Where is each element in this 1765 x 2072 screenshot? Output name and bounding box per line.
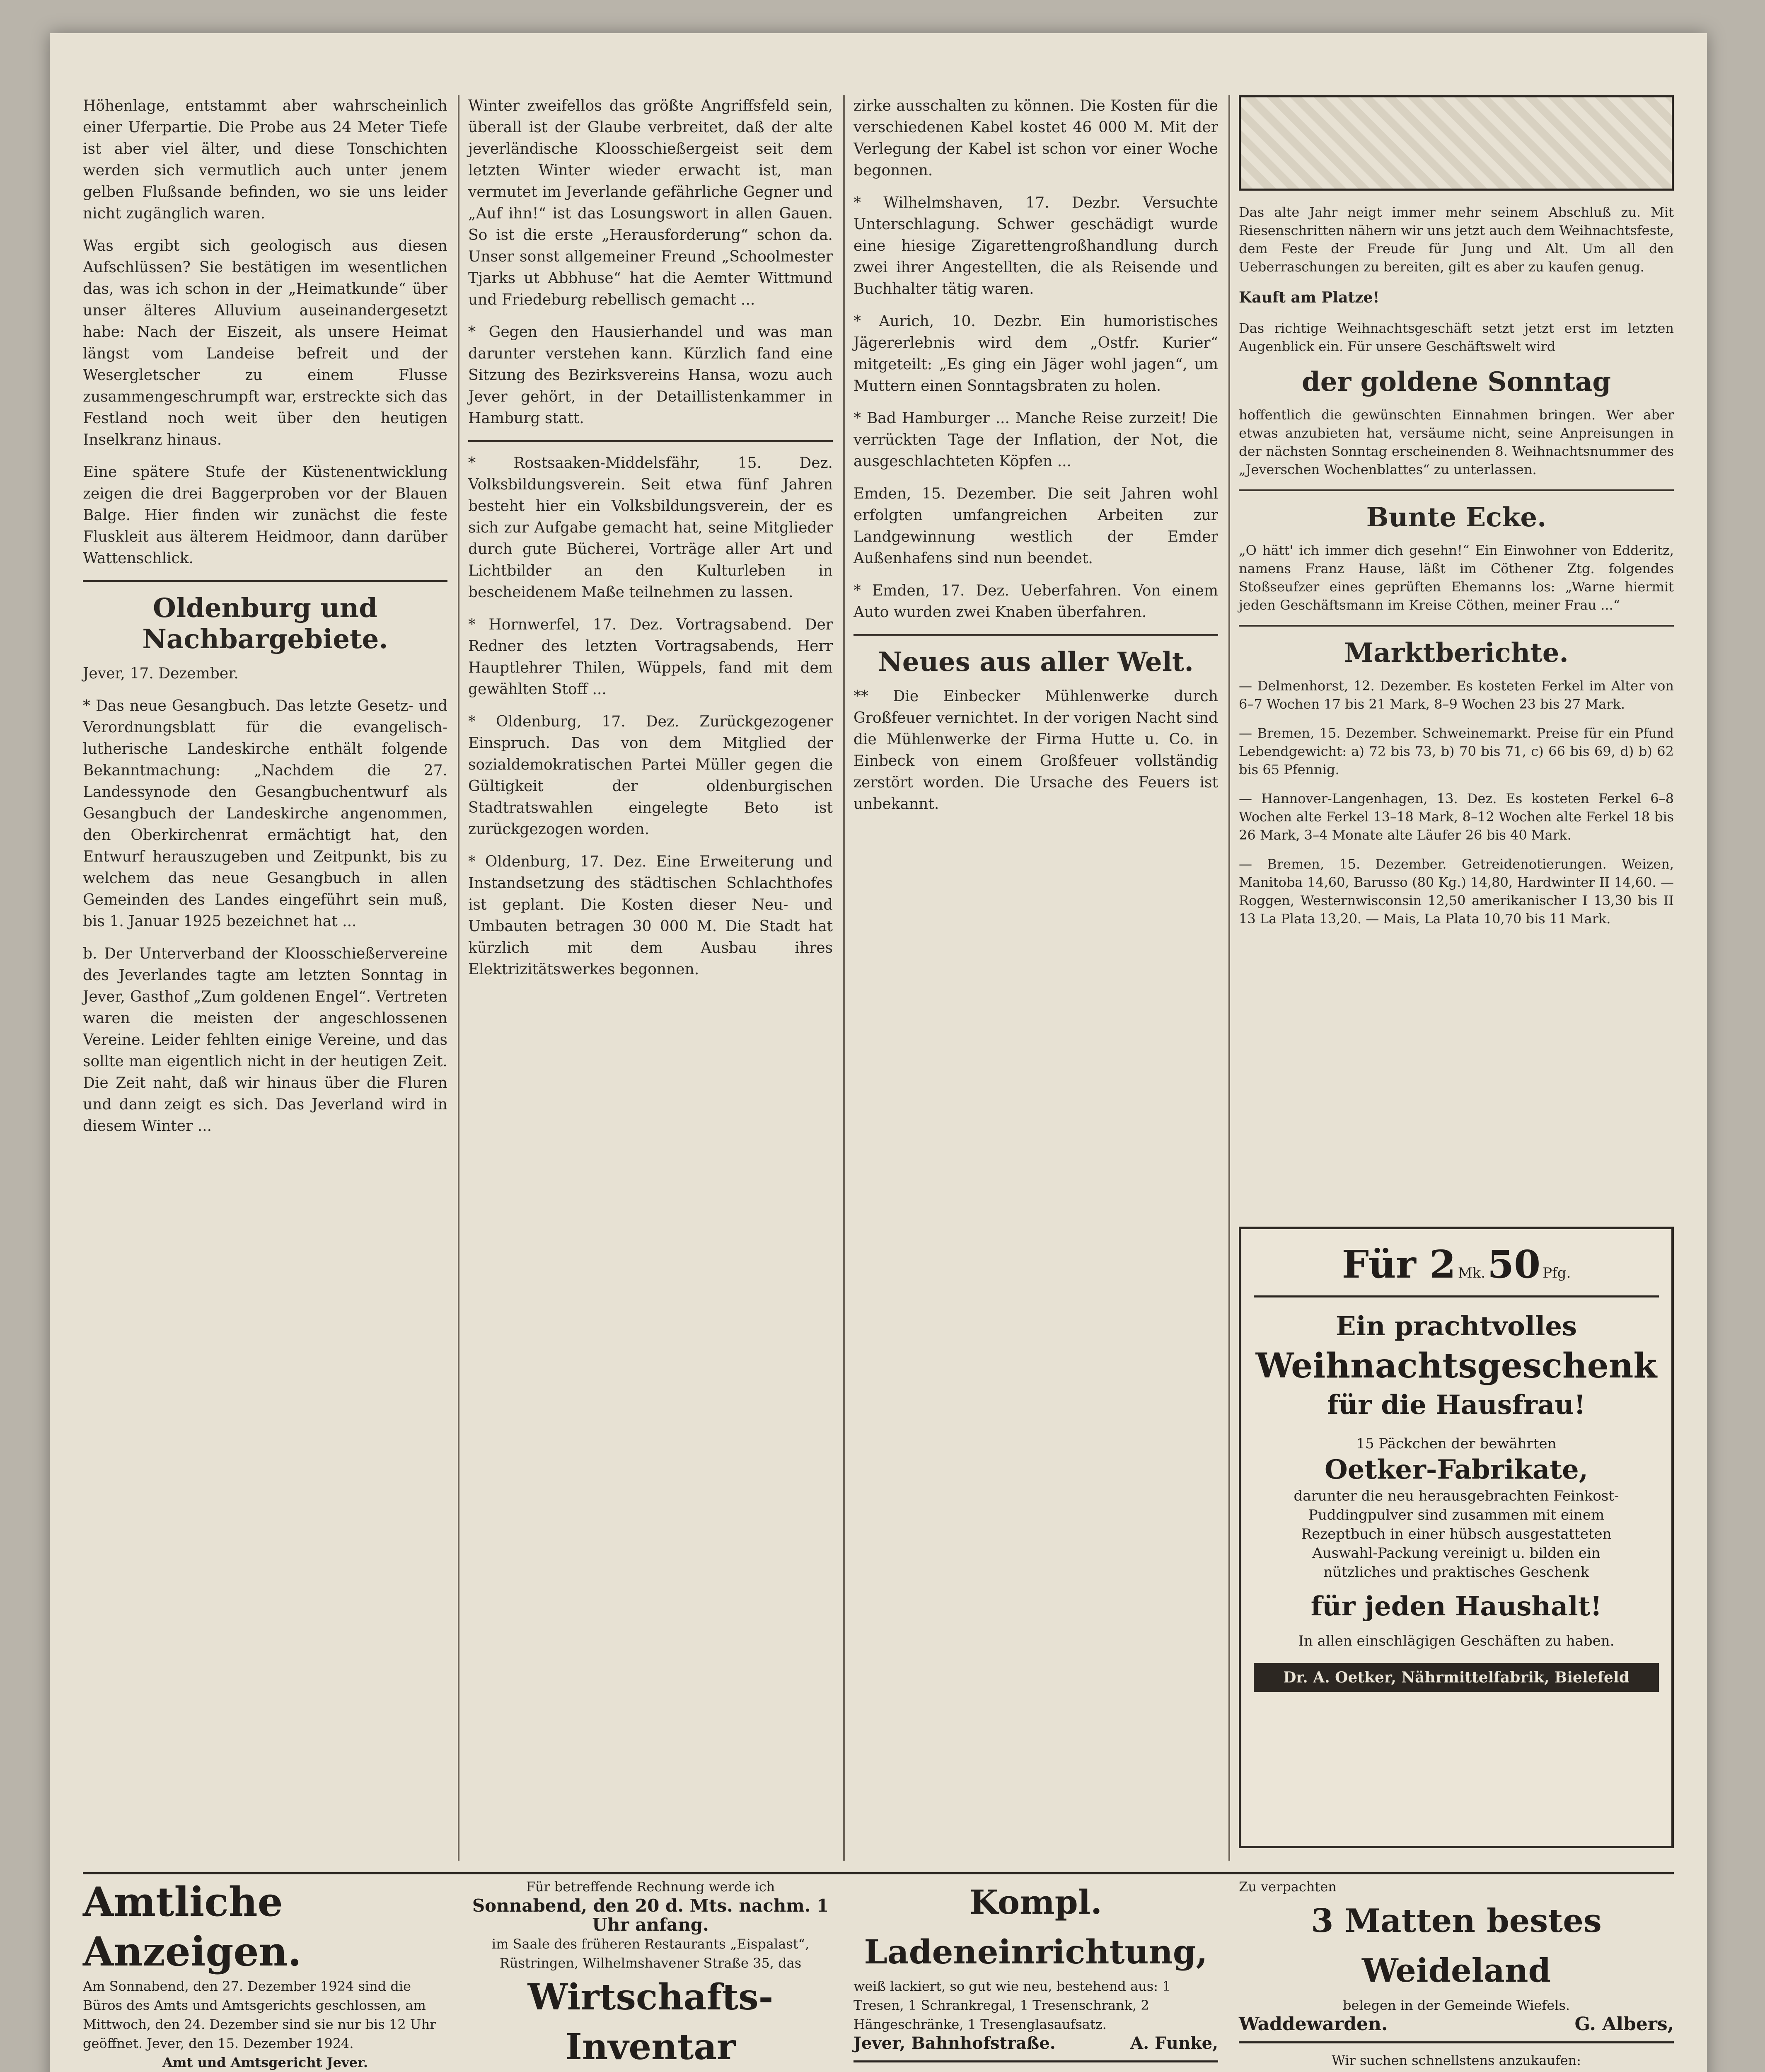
divider — [1239, 2041, 1674, 2043]
ad-line: In allen einschlägigen Geschäften zu haben. — [1298, 1633, 1615, 1649]
ad-text: im Saale des früheren Restaurants „Eispalast“, Rüstringen, Wilhelmshavener Straße 35, das — [491, 1936, 810, 1971]
divider — [853, 2060, 1218, 2062]
ad-text: Am Sonnabend, den 27. Dezember 1924 sind die Büros des Amts und Amtsgerichts geschlossen, am Mittwoch, den 24. Dezember sind sie nur bis 12 Uhr geöffnet. Jever, den 15. Dezember 1924. — [83, 1978, 436, 2051]
ad-title: Wirtschafts-Inventar — [527, 1976, 774, 2068]
price-unit: Mk. — [1458, 1265, 1486, 1281]
ad-sign: Jever, Bahnhofstraße. — [853, 2033, 1056, 2053]
column-rule — [458, 95, 459, 1861]
article-paragraph: „O hätt' ich immer dich gesehn!“ Ein Einwohner von Edderitz, namens Franz Hause, läßt im Cöthener Ztg. folgendes Stoßseufzer eines geprüften Ehemanns los: „Warne hiermit jeden Geschäftsmann im Kreise Cöthen, meiner Frau ...“ — [1239, 542, 1674, 613]
price-line — [1254, 1242, 1659, 1297]
ad-title: Kompl. Ladeneinrichtung, — [864, 1883, 1208, 1971]
divider — [1239, 489, 1674, 491]
ad-text: Für betreffende Rechnung werde ich — [526, 1879, 775, 1895]
market-report: — Bremen, 15. Dezember. Getreidenotierungen. Weizen, Manitoba 14,60, Barusso (80 Kg.) 14,80, Hardwinter II 14,60. — Roggen, Westernwisconsin 12,50 amerikanischer I 13,30 bis II 13 La Plata 13,20. — Mais, La Plata 10,70 bis 11 Mark. — [1239, 856, 1674, 927]
divider — [853, 634, 1218, 636]
article-paragraph: * Oldenburg, 17. Dez. Eine Erweiterung und Instandsetzung des städtischen Schlachthofes ist geplant. Die Kosten dieser Neu- und Umbauten betragen 30 000 M. Die Stadt hat kürzlich mit dem Ausbau ihres Elektrizitätswerkes begonnen. — [468, 853, 833, 978]
article-paragraph: Das richtige Weihnachtsgeschäft setzt jetzt erst im letzten Augenblick ein. Für unsere Geschäftswelt wird — [1239, 320, 1674, 354]
article-paragraph: Höhenlage, entstammt aber wahrscheinlich einer Uferpartie. Die Probe aus 24 Meter Tiefe ist aber viel älter, und diese Tonschichten werden sich vermutlich auch unter jenem gelben Flußsande befinden, wo sie uns leider nicht zugänglich waren. — [83, 97, 447, 222]
divider — [83, 580, 447, 582]
column-3 — [853, 95, 1218, 826]
section-heading: Oldenburg und Nachbargebiete. — [142, 593, 388, 655]
article-paragraph: * Das neue Gesangbuch. Das letzte Gesetz- und Verordnungsblatt für die evangelisch-lutherische Landeskirche enthält folgende Bekanntmachung: „Nachdem die 27. Landessynode den Gesangbuchentwurf als Gesangbuch der Landeskirche angenommen, den Oberkirchenrat ermächtigt hat, den Entwurf herauszugeben und Zeitpunkt, bis zu welchem das neue Gesangbuch in allen Gemeinden des Landes eingeführt sein muß, bis 1. Januar 1925 bezeichnet hat ... — [83, 697, 447, 930]
ad-title: 3 Matten bestes Weideland — [1311, 1902, 1602, 1990]
section-separator — [83, 1872, 1674, 1874]
ads-column-3 — [853, 1877, 1218, 2072]
ad-text: Zu verpachten — [1239, 1879, 1337, 1895]
ad-slogan: für jeden Haushalt! — [1310, 1591, 1602, 1622]
ad-title — [1239, 2070, 1674, 2072]
ad-text: belegen in der Gemeinde Wiefels. — [1342, 1997, 1570, 2013]
article-paragraph: Emden, 15. Dezember. Die seit Jahren wohl erfolgten umfangreichen Arbeiten zur Landgewinnung westlich der Emder Außenhafens sind nun beendet. — [853, 485, 1218, 567]
price-prefix: Für 2 — [1342, 1242, 1456, 1287]
price-suffix: Pfg. — [1543, 1265, 1571, 1281]
column-4 — [1239, 95, 1674, 939]
column-2 — [468, 95, 833, 991]
ads-column-2 — [468, 1877, 833, 2072]
column-rule — [843, 95, 845, 1861]
ad-sign-row — [853, 2034, 1218, 2053]
article-paragraph: * Bad Hamburger ... Manche Reise zurzeit! Die verrückten Tage der Inflation, der Not, die ausgeschlachteten Köpfen ... — [853, 410, 1218, 470]
market-report: — Delmenhorst, 12. Dezember. Es kosteten Ferkel im Alter von 6–7 Wochen 17 bis 21 Mark, 8–9 Wochen 23 bis 27 Mark. — [1239, 678, 1674, 712]
article-paragraph: hoffentlich die gewünschten Einnahmen bringen. Wer aber etwas anzubieten hat, versäume nicht, seine Anpreisungen in der nächsten Sonntag erscheinenden 8. Weihnachtsnummer des „Jeverschen Wochenblattes“ zu unterlassen. — [1239, 407, 1674, 477]
article-paragraph: Eine spätere Stufe der Küstenentwicklung zeigen die drei Baggerproben vor der Blauen Balge. Hier finden wir zunächst die feste Fluskleit aus älterem Heidmoor, dann darüber Wattenschlick. — [83, 464, 447, 567]
article-paragraph: * Wilhelmshaven, 17. Dezbr. Versuchte Unterschlagung. Schwer geschädigt wurde eine hiesige Zigarettengroßhandlung durch zwei ihrer Angestellten, die als Reisende und Buchhalter tätig waren. — [853, 194, 1218, 298]
section-heading: Marktberichte. — [1344, 637, 1569, 668]
section-heading: Bunte Ecke. — [1366, 502, 1547, 533]
article-paragraph: * Rostsaaken-Middelsfähr, 15. Dez. Volksbildungsverein. Seit etwa fünf Jahren besteht hier ein Volksbildungsverein, der es sich zur Aufgabe gemacht hat, seine Mitglieder durch gute Bücherei, Vorträge aller Art und Lichtbilder an den Kulturleben in bescheidenem Maße teilnehmen zu lassen. — [468, 455, 833, 601]
article-paragraph: * Oldenburg, 17. Dez. Zurückgezogener Einspruch. Das von dem Mitglied der sozialdemokratischen Partei Müller gegen die Gültigkeit der oldenburgischen Stadtratswahlen eingelegte Beto ist zurückgezogen worden. — [468, 713, 833, 838]
article-paragraph: * Hornwerfel, 17. Dez. Vortragsabend. Der Redner des letzten Vortragsabends, Herr Hauptlehrer Thilen, Wüppels, fand mit dem gewählten Stoff ... — [468, 616, 833, 698]
column-rule — [1228, 95, 1230, 1861]
divider — [468, 440, 833, 442]
ad-sign-row — [1239, 2015, 1674, 2034]
ad-line: für die Hausfrau! — [1327, 1389, 1586, 1421]
oetker-advertisement — [1239, 1227, 1674, 1848]
divider — [1239, 625, 1674, 627]
ad-line: Ein prachtvolles — [1335, 1311, 1577, 1342]
ad-brand: Oetker-Fabrikate, — [1325, 1454, 1588, 1485]
feature-heading: der goldene Sonntag — [1302, 366, 1611, 397]
column-1 — [83, 95, 447, 1148]
ad-title: Amtliche Anzeigen. — [83, 1878, 302, 1975]
ad-date: Sonnabend, den 20 d. Mts. nachm. 1 Uhr anfang. — [472, 1895, 829, 1935]
article-paragraph: zirke ausschalten zu können. Die Kosten für die verschiedenen Kabel kostet 46 000 M. Mit der Verlegung der Kabel ist schon vor einer Woche begonnen. — [853, 97, 1218, 179]
article-paragraph: * Emden, 17. Dez. Ueberfahren. Von einem Auto wurden zwei Knaben überfahren. — [853, 582, 1218, 621]
article-paragraph: ** Die Einbecker Mühlenwerke durch Großfeuer vernichtet. In der vorigen Nacht sind die Mühlenwerke der Firma Hutte u. Co. in Einbeck von einem Großfeuer vollständig zerstört worden. Die Ursache des Feuers ist unbekannt. — [853, 688, 1218, 813]
dateline: Jever, 17. Dezember. — [83, 665, 239, 682]
market-report: — Bremen, 15. Dezember. Schweinemarkt. Preise für ein Pfund Lebendgewicht: a) 72 bis 73, b) 70 bis 71, c) 66 bis 69, d) b) 62 bis 65 Pfennig. — [1239, 725, 1674, 777]
article-paragraph: * Aurich, 10. Dezbr. Ein humoristisches Jägererlebnis wird dem „Ostfr. Kurier“ mitgeteilt: „Es ging ein Jäger wohl jagen“, um Muttern einen Sonntagsbraten zu holen. — [853, 313, 1218, 395]
article-paragraph: Das alte Jahr neigt immer mehr seinem Abschluß zu. Mit Riesenschritten nähern wir uns jetzt auch dem Weihnachtsfeste, dem Feste der Freude für Jung und Alt. Um all den Ueberraschungen zu bereiten, gilt es aber zu kaufen genug. — [1239, 204, 1674, 275]
ad-line: 15 Päckchen der bewährten — [1356, 1435, 1557, 1452]
ad-sign: A. Funke, — [1130, 2033, 1218, 2053]
ad-body: darunter die neu herausgebrachten Feinkost-Puddingpulver sind zusammen mit einem Rezeptbuch in einer hübsch ausgestatteten Auswahl-Packung vereinigt u. bilden ein nützliches und praktisches Geschenk — [1294, 1488, 1619, 1581]
ad-maker-bar: Dr. A. Oetker, Nährmittelfabrik, Bielefeld — [1254, 1663, 1659, 1692]
ad-sign: Waddewarden. — [1239, 2014, 1388, 2035]
article-paragraph: Was ergibt sich geologisch aus diesen Aufschlüssen? Sie bestätigen im wesentlichen das, was ich schon in der „Heimatkunde“ über unser älteres Alluvium auseinandergesetzt habe: Nach der Eiszeit, als unsere Heimat längst vom Landeise befreit und der Wesergletscher zu einem Flusse zusammengeschrumpft war, erstreckte sich das Festland noch weit über den heutigen Inselkranz hinaus. — [83, 237, 447, 448]
article-paragraph: b. Der Unterverband der Kloosschießervereine des Jeverlandes tagte am letzten Sonntag in Jever, Gasthof „Zum goldenen Engel“. Vertreten waren die meisten der angeschlossenen Vereine. Leider fehlten einige Vereine, und das sollte man eigentlich nicht in der heutigen Zeit. Die Zeit naht, daß wir hinaus über die Fluren und dann zeigt es sich. Das Jeverland wird in diesem Winter ... — [83, 945, 447, 1135]
price-value: 50 — [1487, 1242, 1541, 1287]
article-paragraph: * Gegen den Hausierhandel und was man darunter verstehen kann. Kürzlich fand eine Sitzung des Bezirksvereins Hansa, wozu auch Jever gehört, in der Detaillistenkammer in Hamburg statt. — [468, 324, 833, 427]
ad-sign: G. Albers, — [1574, 2014, 1674, 2035]
ad-headline: Weihnachtsgeschenk — [1255, 1346, 1657, 1386]
christmas-banner — [1239, 95, 1674, 191]
newspaper-page — [50, 33, 1707, 2072]
ad-text: Wir suchen schnellstens anzukaufen: — [1331, 2053, 1581, 2068]
ad-title — [853, 2070, 1218, 2072]
ads-column-1 — [83, 1877, 447, 2072]
ads-column-4 — [1239, 1877, 1674, 2072]
ad-text: weiß lackiert, so gut wie neu, bestehend aus: 1 Tresen, 1 Schrankregal, 1 Tresenschrank, 2 Hängeschränke, 1 Tresenglasaufsatz. — [853, 1978, 1171, 2032]
article-paragraph: Winter zweifellos das größte Angriffsfeld sein, überall ist der Glaube verbreitet, daß der alte jeverländische Kloosschießergeist seit dem letzten Winter wieder erwacht ist, man vermutet im Jeverlande gefährliche Gegner und „Auf ihn!“ ist das Losungswort in allen Gauen. So ist die erste „Herausforderung“ schon da. Unser sonst allgemeiner Freund „Schoolmester Tjarks ut Abbhuse“ hat die Aemter Wittmund und Friedeburg rebellisch gemacht ... — [468, 97, 833, 308]
ad-sign: Amt und Amtsgericht Jever. — [162, 2055, 368, 2070]
market-report: — Hannover-Langenhagen, 13. Dez. Es kosteten Ferkel 6–8 Wochen alte Ferkel 13–18 Mark, 8–12 Wochen alte Ferkel 18 bis 26 Mark, 3–4 Monate alte Läufer 26 bis 40 Mark. — [1239, 791, 1674, 843]
subheading: Kauft am Platze! — [1239, 289, 1380, 306]
section-heading: Neues aus aller Welt. — [878, 646, 1194, 678]
